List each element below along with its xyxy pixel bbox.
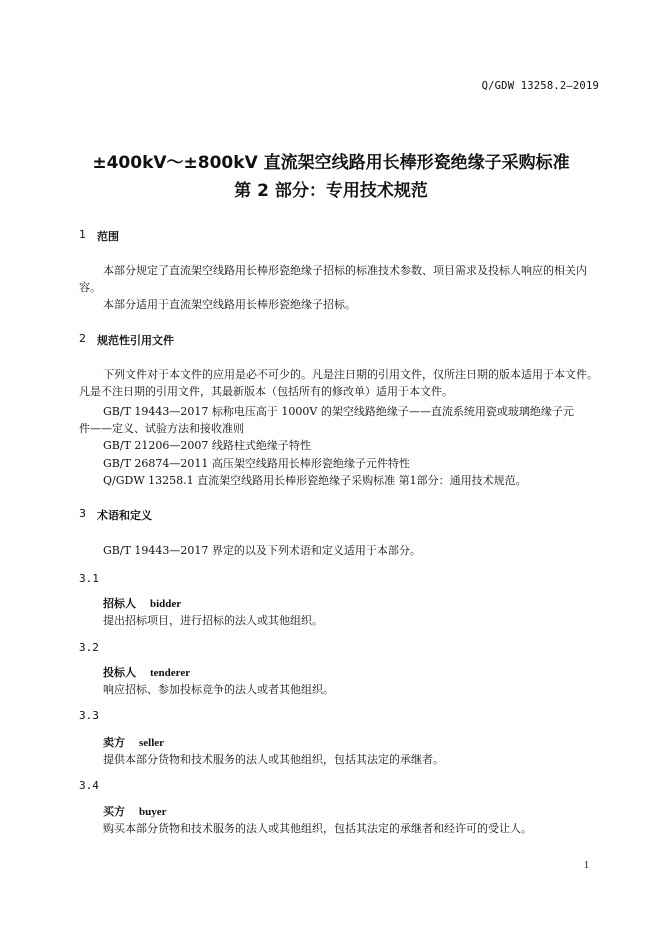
term-heading [103, 664, 190, 680]
term-english: buyer [139, 806, 167, 818]
reference-item-continuation: 件——定义、试验方法和接收准则 [79, 422, 244, 435]
page-number: 1 [584, 860, 589, 871]
term-number: 3.2 [79, 641, 99, 654]
section-3-title: 术语和定义 [97, 509, 152, 522]
term-number: 3.4 [79, 779, 99, 792]
reference-item: GB/T 26874—2011 高压架空线路用长棒形瓷绝缘子元件特性 [103, 457, 410, 470]
reference-item: GB/T 21206—2007 线路柱式绝缘子特性 [103, 439, 311, 452]
term-heading [103, 734, 164, 750]
term-number: 3.1 [79, 572, 99, 585]
term-chinese: 投标人 [103, 666, 136, 679]
term-chinese: 买方 [103, 805, 125, 818]
term-chinese: 卖方 [103, 736, 125, 749]
standard-code: Q/GDW 13258.2—2019 [481, 80, 599, 92]
term-definition: 购买本部分货物和技术服务的法人或其他组织，包括其法定的承继者和经许可的受让人。 [103, 822, 532, 835]
reference-item: Q/GDW 13258.1 直流架空线路用长棒形瓷绝缘子采购标准 第1部分：通用技术规范。 [103, 474, 527, 487]
term-definition: 提供本部分货物和技术服务的法人或其他组织，包括其法定的承继者。 [103, 753, 444, 766]
section-2-title: 规范性引用文件 [97, 334, 174, 347]
term-definition: 响应招标、参加投标竞争的法人或者其他组织。 [103, 683, 334, 696]
section-1-title: 范围 [97, 230, 119, 243]
section-3-number: 3 [79, 507, 86, 520]
term-heading [103, 595, 181, 611]
section-1-paragraph-1: 本部分规定了直流架空线路用长棒形瓷绝缘子招标的标准技术参数、项目需求及投标人响应的相关内容。 [79, 264, 587, 294]
section-2-number: 2 [79, 332, 86, 345]
term-english: tenderer [150, 667, 191, 679]
document-subtitle: 第 2 部分：专用技术规范 [234, 181, 428, 201]
term-number: 3.3 [79, 709, 99, 722]
section-1-paragraph-2: 本部分适用于直流架空线路用长棒形瓷绝缘子招标。 [103, 298, 356, 311]
term-heading [103, 803, 167, 819]
section-1-number: 1 [79, 228, 86, 241]
document-title: ±400kV～±800kV 直流架空线路用长棒形瓷绝缘子采购标准 [92, 153, 570, 173]
section-2-paragraph-1: 下列文件对于本文件的应用是必不可少的。凡是注日期的引用文件，仅所注日期的版本适用于本文件。凡是不注日期的引用文件，其最新版本（包括所有的修改单）适用于本文件。 [79, 368, 598, 398]
term-definition: 提出招标项目，进行招标的法人或其他组织。 [103, 614, 323, 627]
term-chinese: 招标人 [103, 597, 136, 610]
reference-item: GB/T 19443—2017 标称电压高于 1000V 的架空线路绝缘子——直流系统用瓷或玻璃绝缘子元 [103, 405, 574, 418]
term-english: seller [139, 737, 165, 749]
term-english: bidder [150, 598, 182, 610]
section-3-paragraph-1: GB/T 19443—2017 界定的以及下列术语和定义适用于本部分。 [103, 544, 421, 557]
